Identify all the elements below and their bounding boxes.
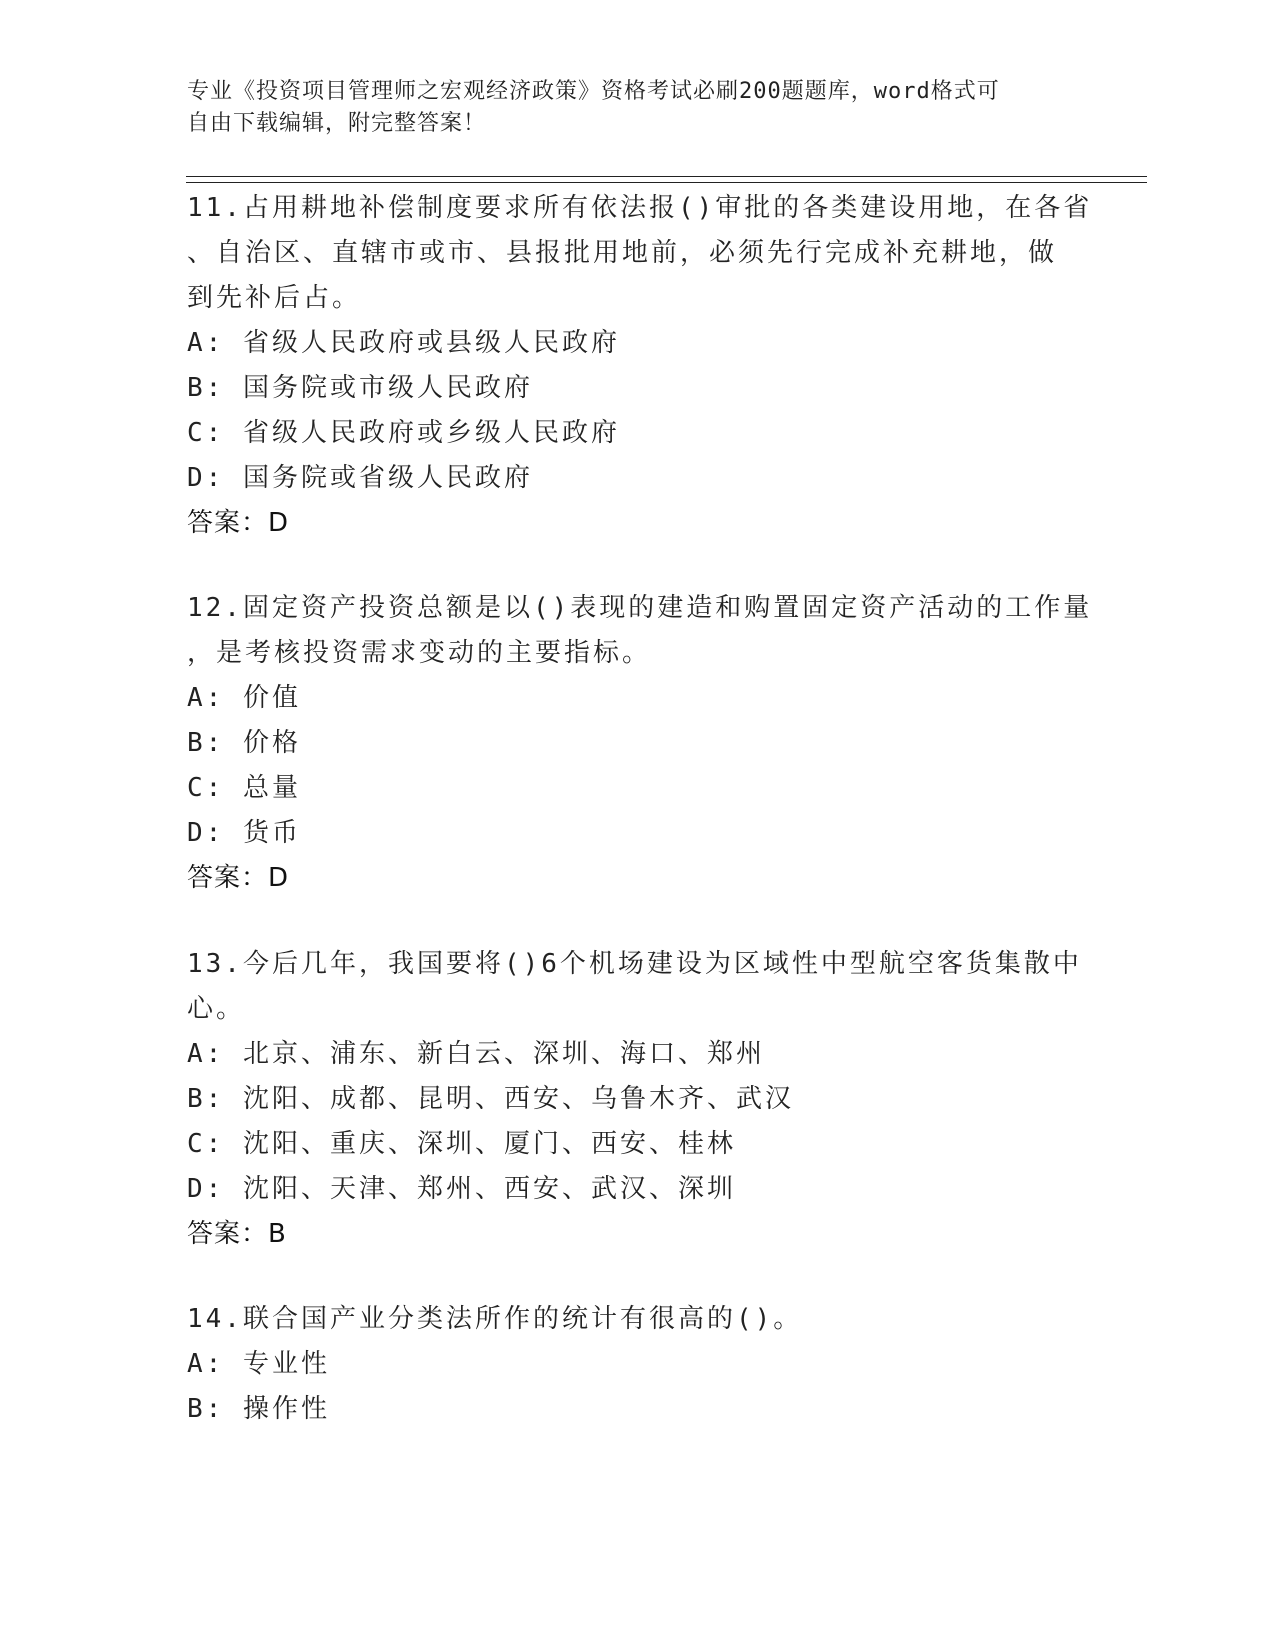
header-line-2: 自由下载编辑，附完整答案！ xyxy=(187,111,487,136)
document-header xyxy=(187,76,1087,140)
answer: 答案：D xyxy=(187,508,290,538)
question-11 xyxy=(187,186,1093,546)
option-c: C: 沈阳、重庆、深圳、厦门、西安、桂林 xyxy=(187,1129,736,1159)
question-13 xyxy=(187,942,1087,1257)
question-text-line: 到先补后占。 xyxy=(187,283,362,313)
option-b: B: 价格 xyxy=(187,728,301,758)
question-12 xyxy=(187,586,1093,901)
question-14 xyxy=(187,1297,1087,1432)
answer: 答案：D xyxy=(187,863,290,893)
question-text-line: 12.固定资产投资总额是以()表现的建造和购置固定资产活动的工作量 xyxy=(187,593,1093,623)
option-d: D: 货币 xyxy=(187,818,301,848)
option-a: A: 价值 xyxy=(187,683,301,713)
option-b: B: 沈阳、成都、昆明、西安、乌鲁木齐、武汉 xyxy=(187,1084,794,1114)
option-c: C: 省级人民政府或乡级人民政府 xyxy=(187,418,620,448)
question-text-line: 14.联合国产业分类法所作的统计有很高的()。 xyxy=(187,1304,803,1334)
question-text-line: 11.占用耕地补偿制度要求所有依法报()审批的各类建设用地，在各省 xyxy=(187,193,1093,223)
question-text-line: 13.今后几年，我国要将()6个机场建设为区域性中型航空客货集散中 xyxy=(187,949,1082,979)
option-d: D: 沈阳、天津、郑州、西安、武汉、深圳 xyxy=(187,1174,736,1204)
header-line-1: 专业《投资项目管理师之宏观经济政策》资格考试必刷200题题库，word格式可 xyxy=(187,79,1000,104)
answer: 答案：B xyxy=(187,1219,287,1249)
option-d: D: 国务院或省级人民政府 xyxy=(187,463,533,493)
option-a: A: 北京、浦东、新白云、深圳、海口、郑州 xyxy=(187,1039,765,1069)
question-text-line: 心。 xyxy=(187,994,246,1024)
option-a: A: 专业性 xyxy=(187,1349,330,1379)
question-text-line: ，是考核投资需求变动的主要指标。 xyxy=(187,638,652,668)
header-rule-top xyxy=(186,176,1147,177)
option-b: B: 国务院或市级人民政府 xyxy=(187,373,533,403)
option-c: C: 总量 xyxy=(187,773,301,803)
option-b: B: 操作性 xyxy=(187,1394,330,1424)
header-rule-bottom xyxy=(186,182,1147,183)
option-a: A: 省级人民政府或县级人民政府 xyxy=(187,328,620,358)
question-text-line: 、自治区、直辖市或市、县报批用地前，必须先行完成补充耕地，做 xyxy=(187,238,1058,268)
